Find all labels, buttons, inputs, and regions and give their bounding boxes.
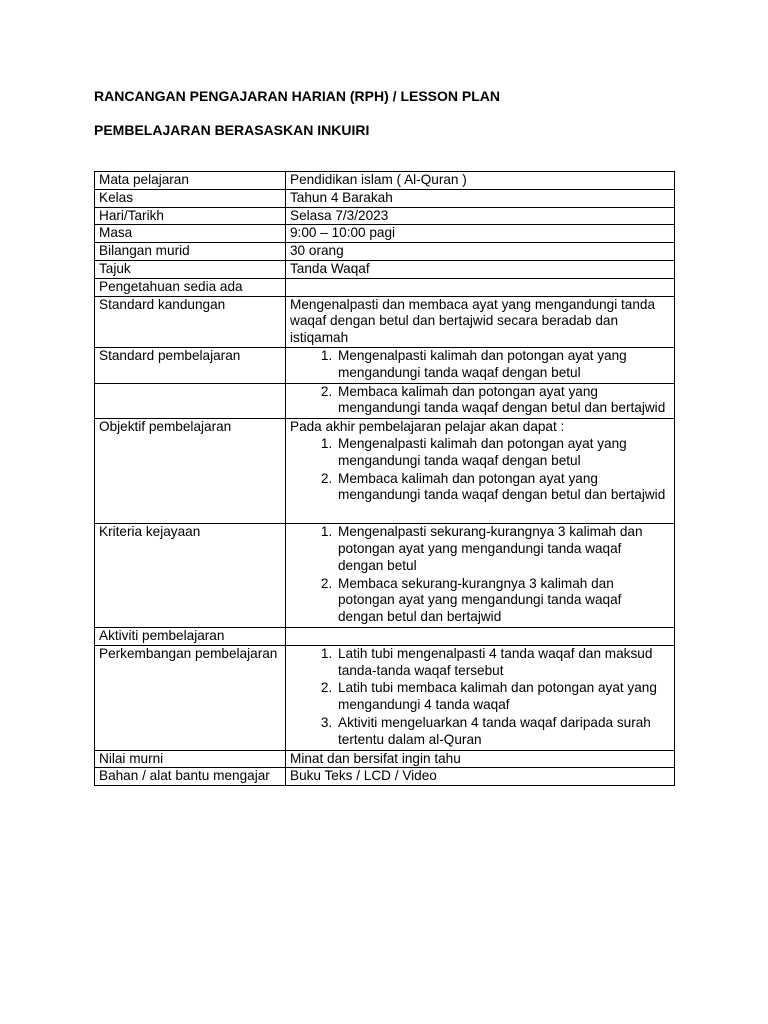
row-label: Objektif pembelajaran (95, 419, 286, 524)
list-item: 2. Membaca sekurang-kurangnya 3 kalimah dan potongan ayat yang mengandungi tanda waqaf dengan betul dan bertajwid (336, 576, 670, 626)
row-label (95, 383, 286, 419)
table-row (95, 627, 675, 645)
page-subtitle: PEMBELAJARAN BERASASKAN INKUIRI (94, 122, 370, 138)
row-value (286, 383, 675, 419)
row-value: Buku Teks / LCD / Video (286, 768, 675, 786)
table-row (95, 524, 675, 628)
numbered-list (290, 646, 670, 749)
row-label: Masa (95, 225, 286, 243)
row-label: Standard pembelajaran (95, 347, 286, 383)
table-row (95, 768, 675, 786)
row-value: 9:00 – 10:00 pagi (286, 225, 675, 243)
table-row (95, 419, 675, 524)
row-value: Mengenalpasti dan membaca ayat yang mengandungi tanda waqaf dengan betul dan bertajwid secara beradab dan istiqamah (286, 296, 675, 347)
list-item: 2. Membaca kalimah dan potongan ayat yang mengandungi tanda waqaf dengan betul dan bertajwid (336, 471, 670, 505)
list-item: 1. Latih tubi mengenalpasti 4 tanda waqaf dan maksud tanda-tanda waqaf tersebut (336, 646, 670, 680)
row-label: Perkembangan pembelajaran (95, 645, 286, 750)
table-row (95, 383, 675, 419)
row-label: Bilangan murid (95, 243, 286, 261)
row-value: Selasa 7/3/2023 (286, 207, 675, 225)
row-value: Minat dan bersifat ingin tahu (286, 750, 675, 768)
list-item: 1. Mengenalpasti kalimah dan potongan ayat yang mengandungi tanda waqaf dengan betul (336, 348, 670, 382)
table-row (95, 645, 675, 750)
row-value (286, 347, 675, 383)
row-label: Nilai murni (95, 750, 286, 768)
table-row (95, 750, 675, 768)
table-row (95, 347, 675, 383)
table-row (95, 243, 675, 261)
numbered-list (290, 348, 670, 382)
table-row (95, 296, 675, 347)
table-row (95, 207, 675, 225)
list-item: 2. Latih tubi membaca kalimah dan potongan ayat yang mengandungi 4 tanda waqaf (336, 680, 670, 714)
list-item: 1. Mengenalpasti kalimah dan potongan ayat yang mengandungi tanda waqaf dengan betul (336, 436, 670, 470)
row-label: Tajuk (95, 260, 286, 278)
spacer (290, 505, 670, 523)
table-row (95, 172, 675, 190)
row-value (286, 645, 675, 750)
row-value: Tahun 4 Barakah (286, 189, 675, 207)
objective-intro: Pada akhir pembelajaran pelajar akan dapat : (290, 419, 565, 435)
row-value (286, 419, 675, 524)
page-title: RANCANGAN PENGAJARAN HARIAN (RPH) / LESSON PLAN (94, 88, 501, 104)
list-item: 2. Membaca kalimah dan potongan ayat yang mengandungi tanda waqaf dengan betul dan bertajwid (336, 384, 670, 418)
row-label: Mata pelajaran (95, 172, 286, 190)
list-item: 3. Aktiviti mengeluarkan 4 tanda waqaf daripada surah tertentu dalam al-Quran (336, 715, 670, 749)
row-value: Pendidikan islam ( Al-Quran ) (286, 172, 675, 190)
row-value (286, 524, 675, 628)
row-value (286, 278, 675, 296)
row-label: Pengetahuan sedia ada (95, 278, 286, 296)
list-item: 1. Mengenalpasti sekurang-kurangnya 3 kalimah dan potongan ayat yang mengandungi tanda waqaf dengan betul (336, 524, 670, 574)
row-label: Kriteria kejayaan (95, 524, 286, 628)
numbered-list (290, 384, 670, 418)
row-value: 30 orang (286, 243, 675, 261)
row-label: Hari/Tarikh (95, 207, 286, 225)
row-label: Standard kandungan (95, 296, 286, 347)
row-label: Bahan / alat bantu mengajar (95, 768, 286, 786)
row-value (286, 627, 675, 645)
numbered-list (290, 436, 670, 504)
row-label: Kelas (95, 189, 286, 207)
numbered-list (290, 524, 670, 626)
table-row (95, 225, 675, 243)
row-label: Aktiviti pembelajaran (95, 627, 286, 645)
lesson-plan-table (94, 171, 675, 786)
table-row (95, 278, 675, 296)
row-value: Tanda Waqaf (286, 260, 675, 278)
table-row (95, 189, 675, 207)
table-row (95, 260, 675, 278)
